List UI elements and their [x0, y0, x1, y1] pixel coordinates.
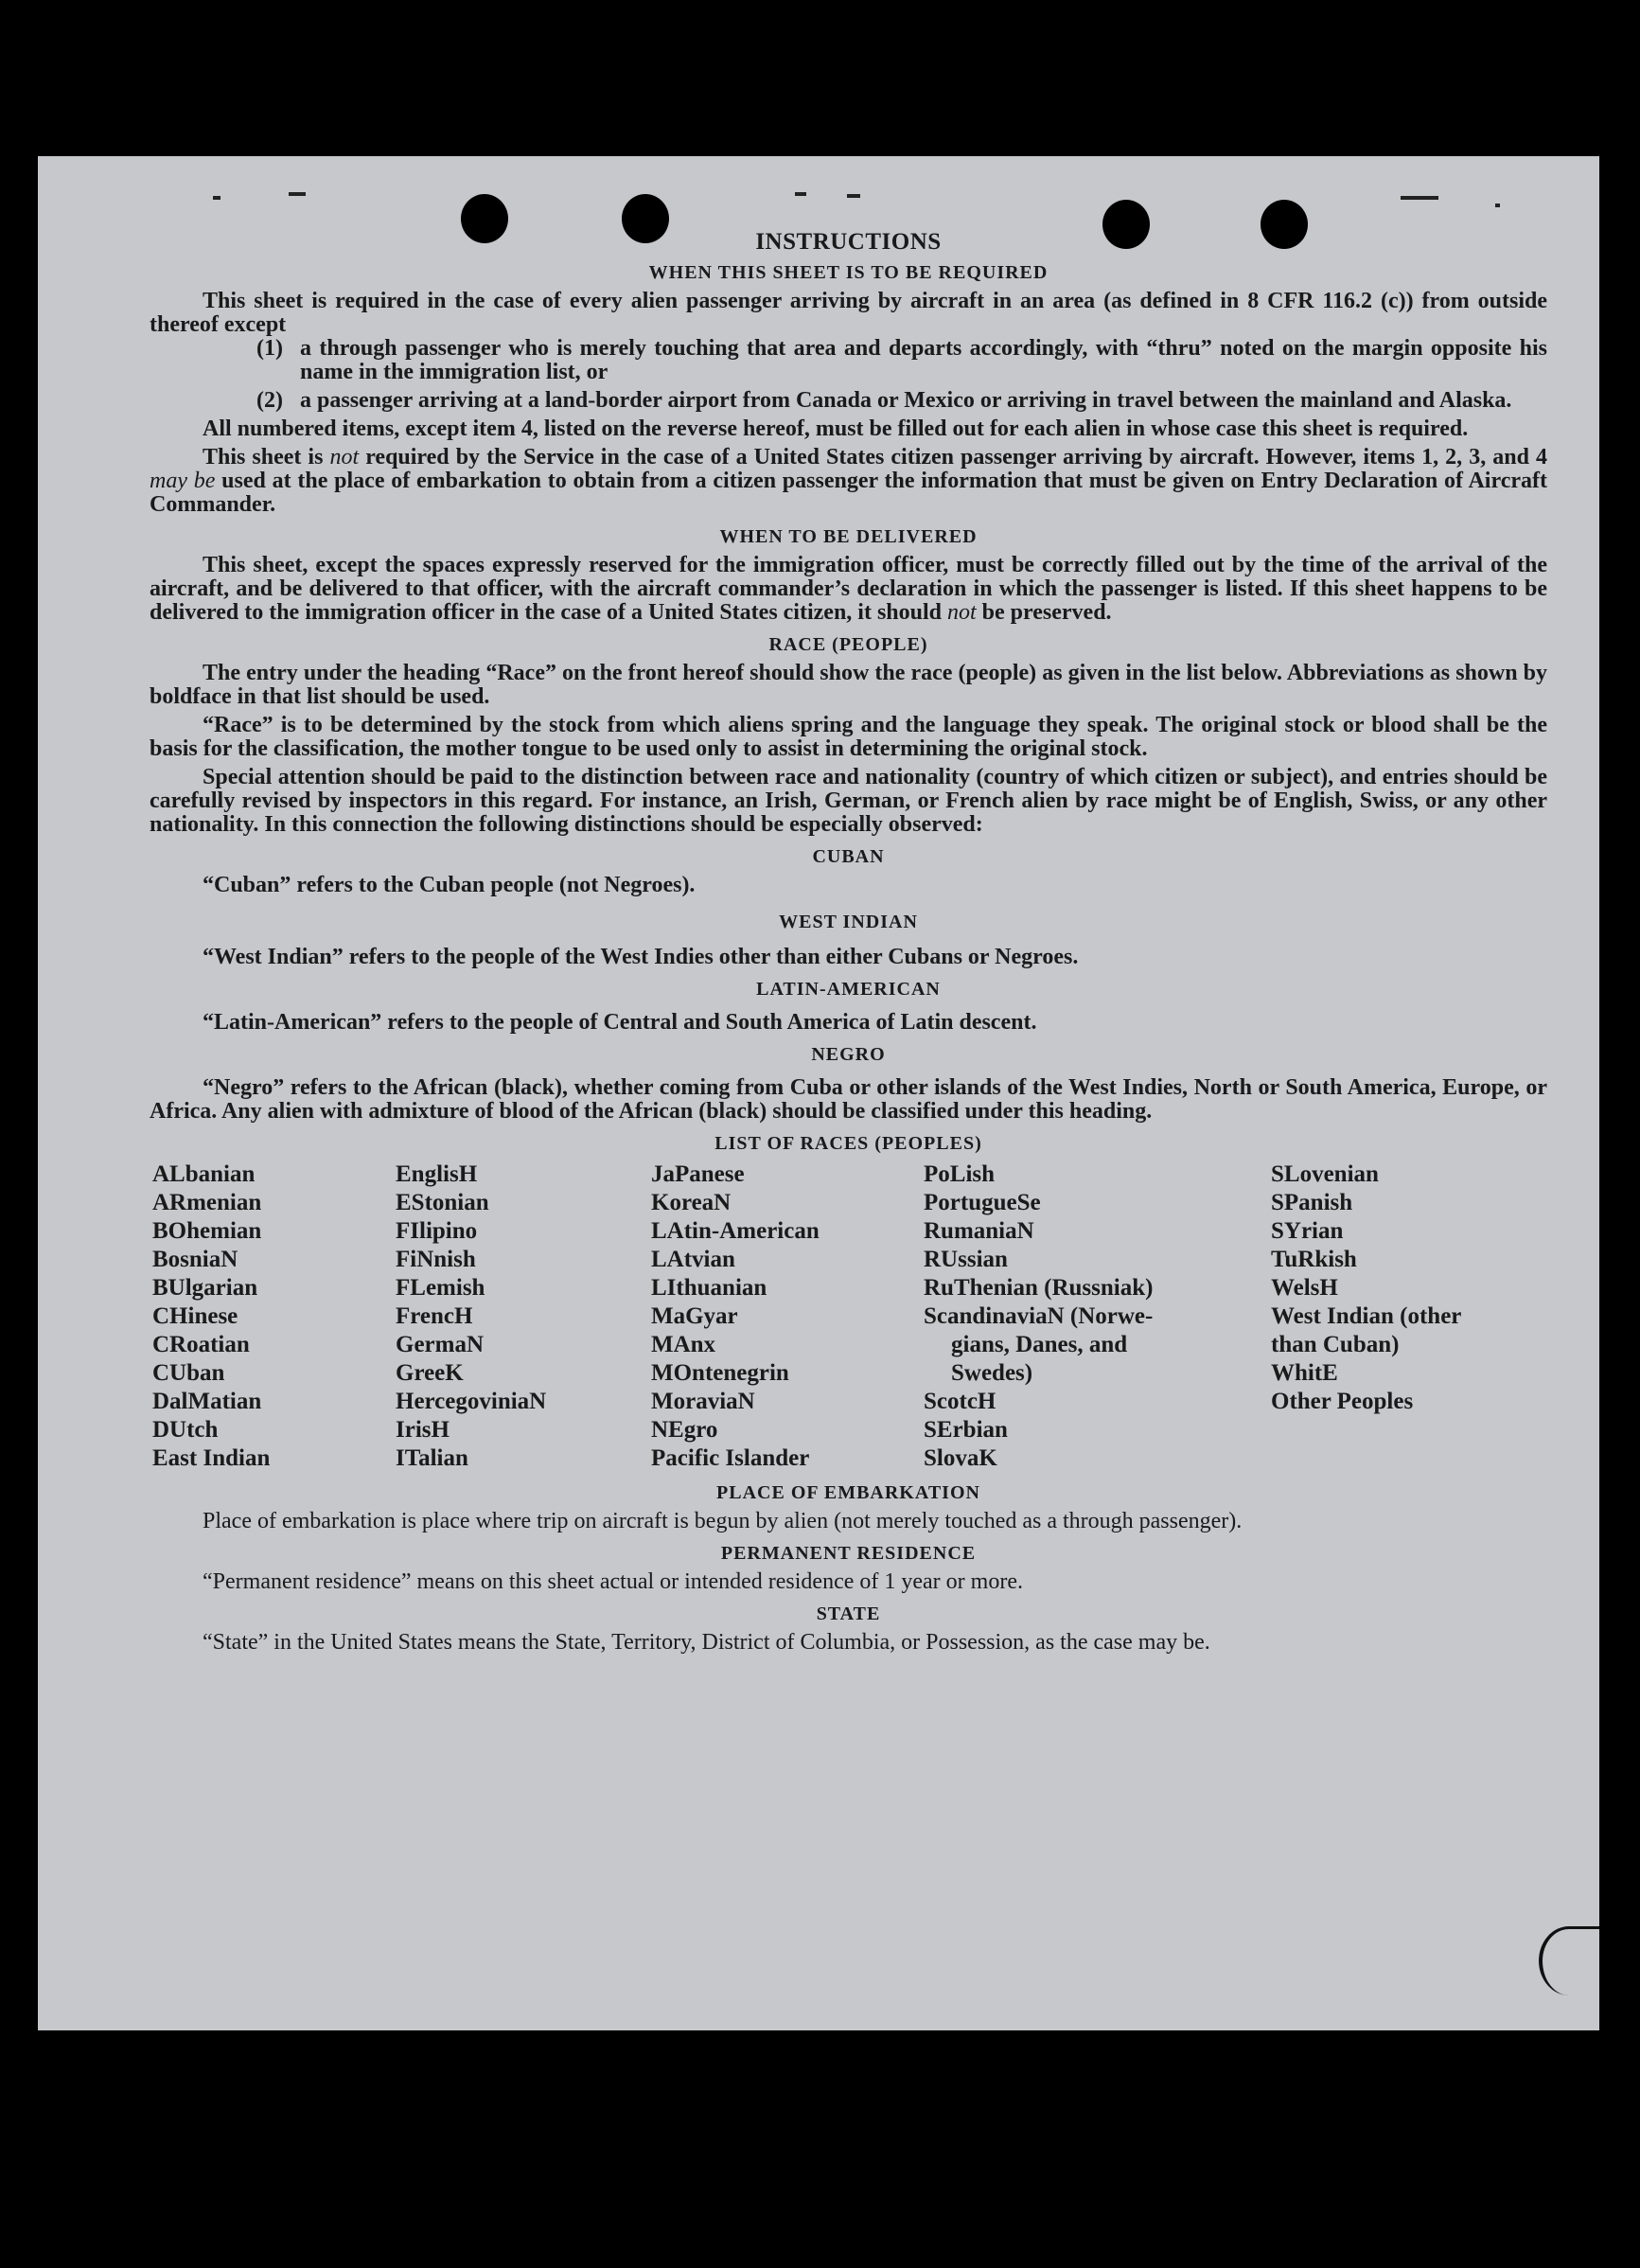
- race-entry: SlovaK: [924, 1445, 997, 1471]
- race-column-3: [651, 1161, 924, 1473]
- section-title-negro: NEGRO: [811, 1044, 886, 1065]
- item-text: a through passenger who is merely touching that area and departs accordingly, with “thru” noted on the margin opposite his name in the immigration list, or: [300, 336, 1547, 384]
- race-entry: BOhemian: [152, 1218, 262, 1244]
- race-paragraph-1: The entry under the heading “Race” on the front hereof should show the race (people) as given in the list below. Abbreviations as shown by boldface in that list should be used.: [150, 661, 1547, 709]
- state-definition: “State” in the United States means the State, Territory, District of Columbia, or Possession, as the case may be.: [203, 1630, 1210, 1655]
- race-entry: FLemish: [396, 1275, 485, 1301]
- race-entry: RumaniaN: [924, 1218, 1034, 1244]
- when-required-intro: This sheet is required in the case of every alien passenger arriving by aircraft in an area (as defined in 8 CFR 116.2 (c)) from outside thereof except: [150, 289, 1547, 337]
- ink-speck: [1401, 196, 1438, 200]
- race-entry: CRoatian: [152, 1332, 250, 1357]
- race-entry: ScotcH: [924, 1389, 996, 1414]
- ink-speck: [1495, 204, 1500, 207]
- race-paragraph-3: Special attention should be paid to the distinction between race and nationality (country of which citizen or subject), and entries should be carefully revised by inspectors in this regard. For instance, an Irish, German, or French alien by race might be of English, Swiss, or any other nationality. In this connection the following distinctions should be especially observed:: [150, 765, 1547, 837]
- numbered-items-paragraph: All numbered items, except item 4, listed on the reverse hereof, must be filled out for each alien in whose case this sheet is required.: [203, 416, 1469, 441]
- race-entry: FIlipino: [396, 1218, 478, 1244]
- item-number: (1): [256, 336, 283, 361]
- race-entry: BUlgarian: [152, 1275, 258, 1301]
- document-sheet: [38, 156, 1599, 2030]
- race-entry: East Indian: [152, 1445, 271, 1471]
- section-title-race: RACE (PEOPLE): [768, 634, 928, 655]
- race-column-2: [396, 1161, 651, 1473]
- instructions-body: [150, 230, 1547, 1655]
- section-title-permanent-residence: PERMANENT RESIDENCE: [720, 1543, 977, 1564]
- race-column-4: [924, 1161, 1271, 1473]
- race-entry: NEgro: [651, 1417, 718, 1443]
- section-title-when-required: WHEN THIS SHEET IS TO BE REQUIRED: [648, 262, 1049, 283]
- race-entry: Pacific Islander: [651, 1445, 810, 1471]
- race-entry: IrisH: [396, 1417, 450, 1443]
- ink-speck: [847, 194, 860, 198]
- section-title-west-indian: WEST INDIAN: [779, 912, 918, 932]
- race-entry: PortugueSe: [924, 1190, 1041, 1215]
- race-entry: ScandinaviaN (Norwe-: [924, 1303, 1154, 1329]
- item-text: a passenger arriving at a land-border airport from Canada or Mexico or arriving in travel between the mainland and Alaska.: [300, 388, 1512, 413]
- race-entry: MaGyar: [651, 1303, 738, 1329]
- race-entry: CUban: [152, 1360, 225, 1386]
- west-indian-definition: “West Indian” refers to the people of the West Indies other than either Cubans or Negroes.: [203, 945, 1079, 969]
- cuban-definition: “Cuban” refers to the Cuban people (not Negroes).: [203, 873, 696, 897]
- race-paragraph-2: “Race” is to be determined by the stock from which aliens spring and the language they speak. The original stock or blood shall be the basis for the classification, the mother tongue to be used only to assist in determining the original stock.: [150, 713, 1547, 761]
- race-entry-continuation: than Cuban): [1271, 1332, 1400, 1357]
- race-entry: PoLish: [924, 1161, 996, 1187]
- race-entry: KoreaN: [651, 1190, 732, 1215]
- race-entry-continuation: gians, Danes, and: [951, 1332, 1128, 1357]
- race-column-5: [1271, 1161, 1526, 1473]
- race-entry: FrencH: [396, 1303, 473, 1329]
- ink-speck: [795, 192, 806, 196]
- race-entry: ALbanian: [152, 1161, 256, 1187]
- race-entry: SPanish: [1271, 1190, 1353, 1215]
- race-entry: LAtin-American: [651, 1218, 820, 1244]
- race-entry: MAnx: [651, 1332, 716, 1357]
- race-entry: BosniaN: [152, 1247, 238, 1272]
- race-entry: MOntenegrin: [651, 1360, 789, 1386]
- section-title-state: STATE: [816, 1604, 881, 1624]
- race-entry: West Indian (other: [1271, 1303, 1462, 1329]
- section-title-latin-american: LATIN-AMERICAN: [756, 979, 941, 1000]
- delivery-paragraph: This sheet, except the spaces expressly reserved for the immigration officer, must be correctly filled out by the time of the arrival of the aircraft, and be delivered to that officer, with the aircraft commander’s declaration in which the passenger is listed. If this sheet happens to be delivered to the immigration officer in the case of a United States citizen, it should not be preserved.: [150, 553, 1547, 625]
- race-entry: TuRkish: [1271, 1247, 1357, 1272]
- race-entry: LIthuanian: [651, 1275, 767, 1301]
- item-number: (2): [256, 388, 283, 413]
- race-entry: HercegoviniaN: [396, 1389, 547, 1414]
- race-entry: RuThenian (Russniak): [924, 1275, 1154, 1301]
- race-entry: GermaN: [396, 1332, 485, 1357]
- race-entry: ITalian: [396, 1445, 468, 1471]
- race-entry: LAtvian: [651, 1247, 735, 1272]
- race-entry: Other Peoples: [1271, 1389, 1414, 1414]
- handwritten-mark: [1539, 1926, 1599, 1995]
- race-entry: SLovenian: [1271, 1161, 1379, 1187]
- race-entry: JaPanese: [651, 1161, 745, 1187]
- section-title-when-delivered: WHEN TO BE DELIVERED: [719, 526, 978, 547]
- exception-item-2: [256, 389, 1547, 413]
- race-list: [150, 1161, 1547, 1473]
- section-title-embarkation: PLACE OF EMBARKATION: [716, 1482, 980, 1503]
- page-title: INSTRUCTIONS: [755, 229, 942, 255]
- race-entry: CHinese: [152, 1303, 238, 1329]
- race-entry-continuation: Swedes): [951, 1360, 1033, 1386]
- citizen-paragraph: This sheet is not required by the Service in the case of a United States citizen passenger arriving by aircraft. However, items 1, 2, 3, and 4 may be used at the place of embarkation to obtain from a citizen passenger the information that must be given on Entry Declaration of Aircraft Commander.: [150, 445, 1547, 517]
- race-entry: EStonian: [396, 1190, 489, 1215]
- ink-speck: [213, 196, 220, 200]
- race-entry: FiNnish: [396, 1247, 476, 1272]
- race-entry: WhitE: [1271, 1360, 1338, 1386]
- race-entry: DalMatian: [152, 1389, 262, 1414]
- race-entry: SErbian: [924, 1417, 1008, 1443]
- exception-item-1: [256, 337, 1547, 384]
- race-entry: GreeK: [396, 1360, 464, 1386]
- section-title-cuban: CUBAN: [812, 846, 885, 867]
- race-column-1: [150, 1161, 396, 1473]
- negro-definition: “Negro” refers to the African (black), whether coming from Cuba or other islands of the West Indies, North or South America, Europe, or Africa. Any alien with admixture of blood of the African (black) should be classified under this heading.: [150, 1075, 1547, 1124]
- section-title-list-of-races: LIST OF RACES (PEOPLES): [714, 1133, 982, 1154]
- latin-american-definition: “Latin-American” refers to the people of Central and South America of Latin descent.: [203, 1010, 1037, 1035]
- race-entry: MoraviaN: [651, 1389, 755, 1414]
- race-entry: EnglisH: [396, 1161, 478, 1187]
- embarkation-definition: Place of embarkation is place where trip on aircraft is begun by alien (not merely touched as a through passenger).: [203, 1509, 1243, 1533]
- race-entry: SYrian: [1271, 1218, 1344, 1244]
- ink-speck: [289, 192, 306, 196]
- residence-definition: “Permanent residence” means on this sheet actual or intended residence of 1 year or more.: [203, 1569, 1023, 1594]
- race-entry: DUtch: [152, 1417, 219, 1443]
- race-entry: ARmenian: [152, 1190, 262, 1215]
- race-entry: WelsH: [1271, 1275, 1338, 1301]
- race-entry: RUssian: [924, 1247, 1008, 1272]
